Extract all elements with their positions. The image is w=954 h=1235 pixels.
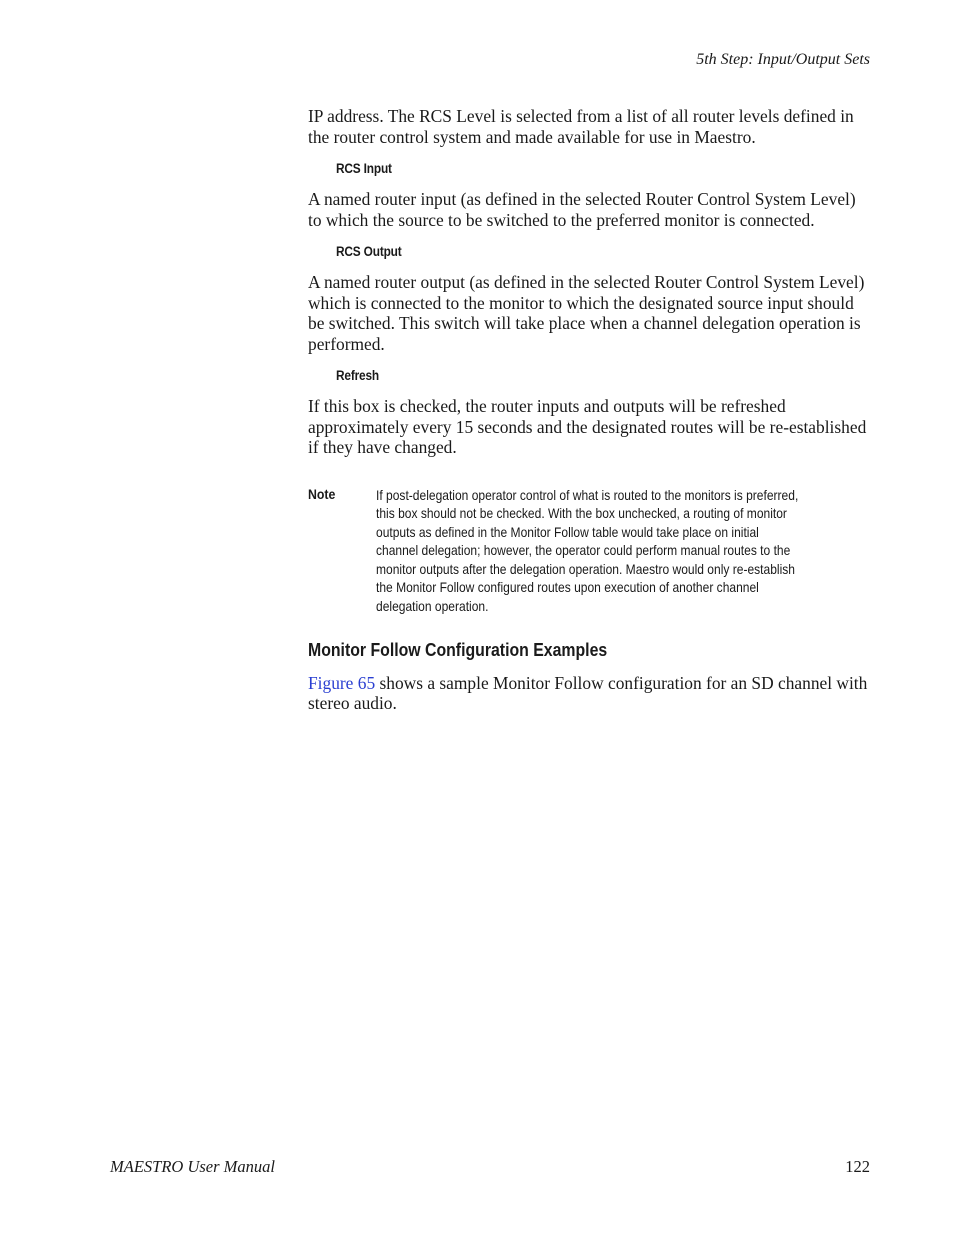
running-header: 5th Step: Input/Output Sets bbox=[696, 51, 870, 68]
main-content bbox=[308, 106, 872, 714]
section-heading: Monitor Follow Configuration Examples bbox=[308, 639, 608, 660]
intro-paragraph: IP address. The RCS Level is selected from a list of all router levels defined in the router control system and made available for use in Maestro. bbox=[308, 106, 854, 147]
rcs-output-heading: RCS Output bbox=[336, 244, 402, 259]
examples-text: shows a sample Monitor Follow configuration for an SD channel with stereo audio. bbox=[308, 672, 868, 714]
figure-link[interactable]: Figure 65 bbox=[308, 672, 376, 693]
note-text: If post-delegation operator control of what is routed to the monitors is preferred, this box should not be checked. With the box unchecked, a routing of monitor outputs as defined in the Monitor Follow table would take place on initial channel delegation; however, the operator could perform manual routes to the monitor outputs after the delegation operation. Maestro would only re-establish the Monitor Follow configured routes upon execution of another channel delegation operation. bbox=[376, 486, 799, 615]
note-label: Note bbox=[308, 485, 336, 502]
examples-paragraph bbox=[308, 673, 872, 714]
rcs-input-heading: RCS Input bbox=[336, 161, 392, 176]
refresh-paragraph: If this box is checked, the router inputs and outputs will be refreshed approximately every 15 seconds and the designated routes will be re-established if they have changed. bbox=[308, 396, 867, 457]
note-block bbox=[308, 486, 872, 616]
rcs-output-paragraph: A named router output (as defined in the selected Router Control System Level) which is connected to the monitor to which the designated source input should be switched. This switch will take place when a channel delegation operation is performed. bbox=[308, 272, 865, 354]
rcs-input-paragraph: A named router input (as defined in the selected Router Control System Level) to which the source to be switched to the preferred monitor is connected. bbox=[308, 189, 856, 230]
refresh-heading: Refresh bbox=[336, 368, 380, 383]
page-number: 122 bbox=[845, 1157, 870, 1176]
footer-manual-title: MAESTRO User Manual bbox=[110, 1157, 275, 1176]
